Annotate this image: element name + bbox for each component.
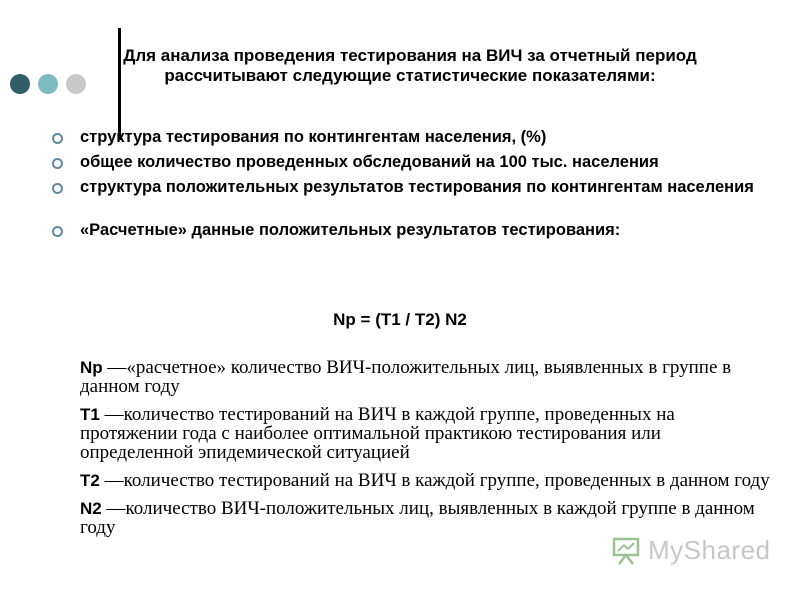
definition-symbol: N2 bbox=[80, 499, 102, 518]
definition-text: —количество тестирований на ВИЧ в каждой группе, проведенных на протяжении года с наиболее оптимальной практикою тестирования или определенной эпидемической ситуацией bbox=[80, 404, 675, 463]
bullet-item bbox=[52, 153, 772, 172]
bullet-text: общее количество проведенных обследований на 100 тыс. населения bbox=[80, 153, 659, 171]
definition-text: —количество тестирований на ВИЧ в каждой группе, проведенных в данном году bbox=[99, 470, 770, 491]
decor-dot-dark bbox=[10, 74, 30, 94]
definition-item bbox=[80, 499, 770, 537]
definition-symbol: T1 bbox=[80, 405, 100, 424]
bullet-item bbox=[52, 128, 772, 147]
formula: Np = (T1 / T2) N2 bbox=[333, 310, 467, 329]
decor-dot-teal bbox=[38, 74, 58, 94]
presentation-board-icon bbox=[610, 534, 642, 566]
bullet-item bbox=[52, 178, 772, 197]
bullet-marker-icon bbox=[52, 183, 63, 194]
bullet-marker-icon bbox=[52, 158, 63, 169]
definitions-list bbox=[80, 358, 770, 546]
definition-item bbox=[80, 405, 770, 462]
bullet-text: структура положительных результатов тестирования по контингентам населения bbox=[80, 178, 754, 196]
definition-text: —«расчетное» количество ВИЧ-положительных лиц, выявленных в группе в данном году bbox=[80, 357, 732, 397]
watermark bbox=[610, 534, 771, 566]
definition-item bbox=[80, 358, 770, 396]
watermark-text: MyShared bbox=[648, 534, 771, 565]
bullet-marker-icon bbox=[52, 133, 63, 144]
definition-item bbox=[80, 471, 770, 490]
bullet-text: «Расчетные» данные положительных результатов тестирования: bbox=[80, 221, 621, 239]
bullet-marker-icon bbox=[52, 226, 63, 237]
bullet-text: структура тестирования по контингентам населения, (%) bbox=[80, 128, 547, 146]
slide-title: Для анализа проведения тестирования на ВИЧ за отчетный период рассчитывают следующие статистические показателями: bbox=[123, 46, 697, 85]
definition-symbol: Np bbox=[80, 358, 103, 377]
definition-symbol: T2 bbox=[80, 471, 100, 490]
definition-text: —количество ВИЧ-положительных лиц, выявленных в каждой группе в данном году bbox=[80, 498, 755, 538]
bullet-item bbox=[52, 221, 772, 240]
bullet-list bbox=[52, 128, 772, 246]
